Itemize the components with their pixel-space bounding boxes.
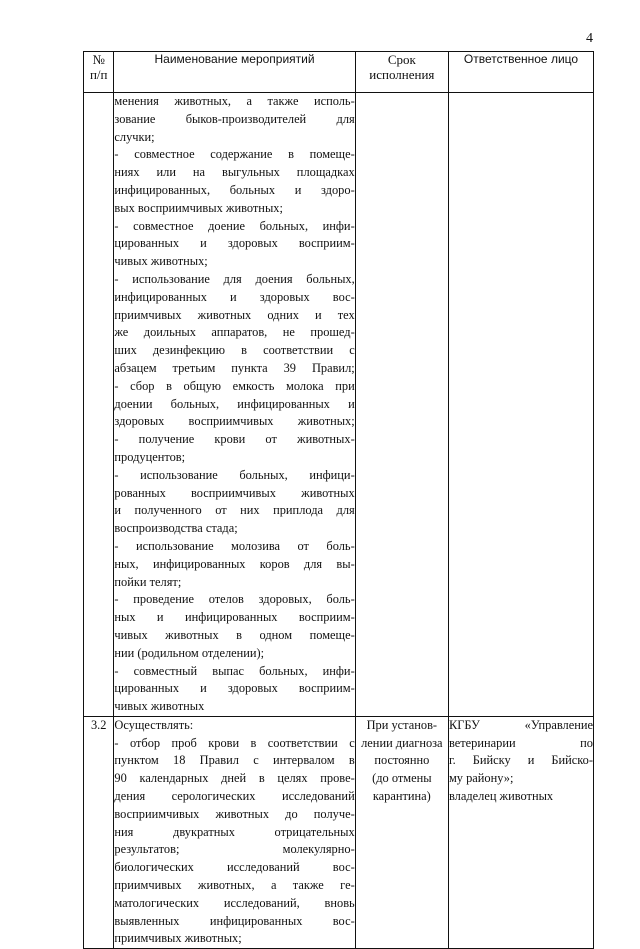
text-line: здоровых восприимчивых животных; [114,414,355,429]
measures-cell [114,716,355,948]
text-line: - совместное доение больных, инфи- [114,218,355,233]
measures-text [114,93,354,716]
text-line: воспроизводства стада; [114,521,238,536]
responsible-text [449,717,593,806]
text-line: биологических исследований вос- [114,860,355,875]
text-line: вых восприимчивых животных; [114,200,283,215]
text-line: ниях или на выгульных площадках [114,165,355,180]
text-line: менения животных, а также исполь- [114,94,355,108]
text-line: - использование больных, инфици- [114,467,355,482]
text-line: рованных восприимчивых животных [114,485,355,500]
header-number: № п/п [84,52,114,93]
text-line: матологических исследований, вновь [114,895,355,910]
text-line: выявленных инфицированных вос- [114,913,355,928]
text-line: му району»; [448,771,514,786]
text-line: - совместное содержание в помеще- [114,147,355,162]
measures-text [114,717,354,948]
text-line: доении больных, инфицированных и [114,396,355,411]
text-line: - отбор проб крови в соответствии с [114,735,355,750]
text-line: - совместный выпас больных, инфи- [114,663,355,678]
text-line: лении диагноза [361,735,443,750]
text-line: постоянно [374,753,430,768]
text-line: пойки телят; [114,574,182,589]
text-line: восприимчивых животных до получе- [114,806,355,821]
text-line: - использование молозива от боль- [114,538,355,553]
text-line: владелец животных [448,789,554,804]
text-line: и полученного от них приплода для [114,503,355,518]
deadline-text [356,717,448,806]
text-line: инфицированных, больных и здоро- [114,182,355,197]
header-deadline: Срок исполнения [355,52,448,93]
text-line: зование быков-производителей для [114,111,355,126]
text-line: - сбор в общую емкость молока при [114,378,355,393]
responsible-cell [448,716,593,948]
text-line: дения серологических исследований [114,789,355,804]
text-line: чивых животных [114,699,205,714]
text-line: инфицированных и здоровых вос- [114,289,355,304]
responsible-cell [448,93,593,717]
text-line: нии (родильном отделении); [114,645,265,660]
text-line: чивых животных в одном помеще- [114,627,355,642]
text-line: ветеринарии по [448,735,593,750]
text-line: цированных и здоровых восприим- [114,236,355,251]
table-row [84,93,594,717]
measures-cell [114,93,355,717]
text-line: пунктом 18 Правил с интервалом в [114,753,355,768]
text-line: приимчивых животных одних и тех [114,307,355,322]
text-line: приимчивых животных, а также ге- [114,878,355,893]
text-line: Осуществлять: [114,717,194,732]
text-line: карантина) [372,789,431,804]
deadline-cell [355,716,448,948]
text-line: приимчивых животных; [114,931,242,946]
text-line: же доильных аппаратов, не прошед- [114,325,355,340]
text-line: цированных и здоровых восприим- [114,681,355,696]
text-line: ных и инфицированных восприим- [114,610,355,625]
row-number-cell [84,716,114,948]
text-line: абзацем третьим пункта 39 Правил; [114,360,355,375]
text-line: чивых животных; [114,254,208,269]
text-line: продуцентов; [114,449,186,464]
table-header-row [84,52,594,93]
text-line: При установ- [366,717,438,732]
text-line: (до отмены [372,771,432,786]
text-line: случки; [114,129,155,144]
text-line: г. Бийску и Бийско- [448,753,593,768]
text-line: - проведение отелов здоровых, боль- [114,592,355,607]
text-line: ния двукратных отрицательных [114,824,355,839]
row-number-cell [84,93,114,717]
table-row [84,716,594,948]
text-line: - получение крови от животных- [114,432,355,447]
page-number: 4 [586,31,593,46]
text-line: ных, инфицированных коров для вы- [114,556,355,571]
measures-table [83,51,594,949]
text-line: ших дезинфекцию в соответствии с [114,343,355,358]
text-line: КГБУ «Управление [448,717,593,732]
header-responsible: Ответственное лицо [448,52,593,93]
header-measures: Наименование мероприятий [114,52,355,93]
text-line: результатов; молекулярно- [114,842,355,857]
text-line: - использование для доения больных, [114,271,355,286]
text-line: 90 календарных дней в целях прове- [114,771,355,786]
deadline-cell [355,93,448,717]
row-number: 3.2 [90,717,107,732]
